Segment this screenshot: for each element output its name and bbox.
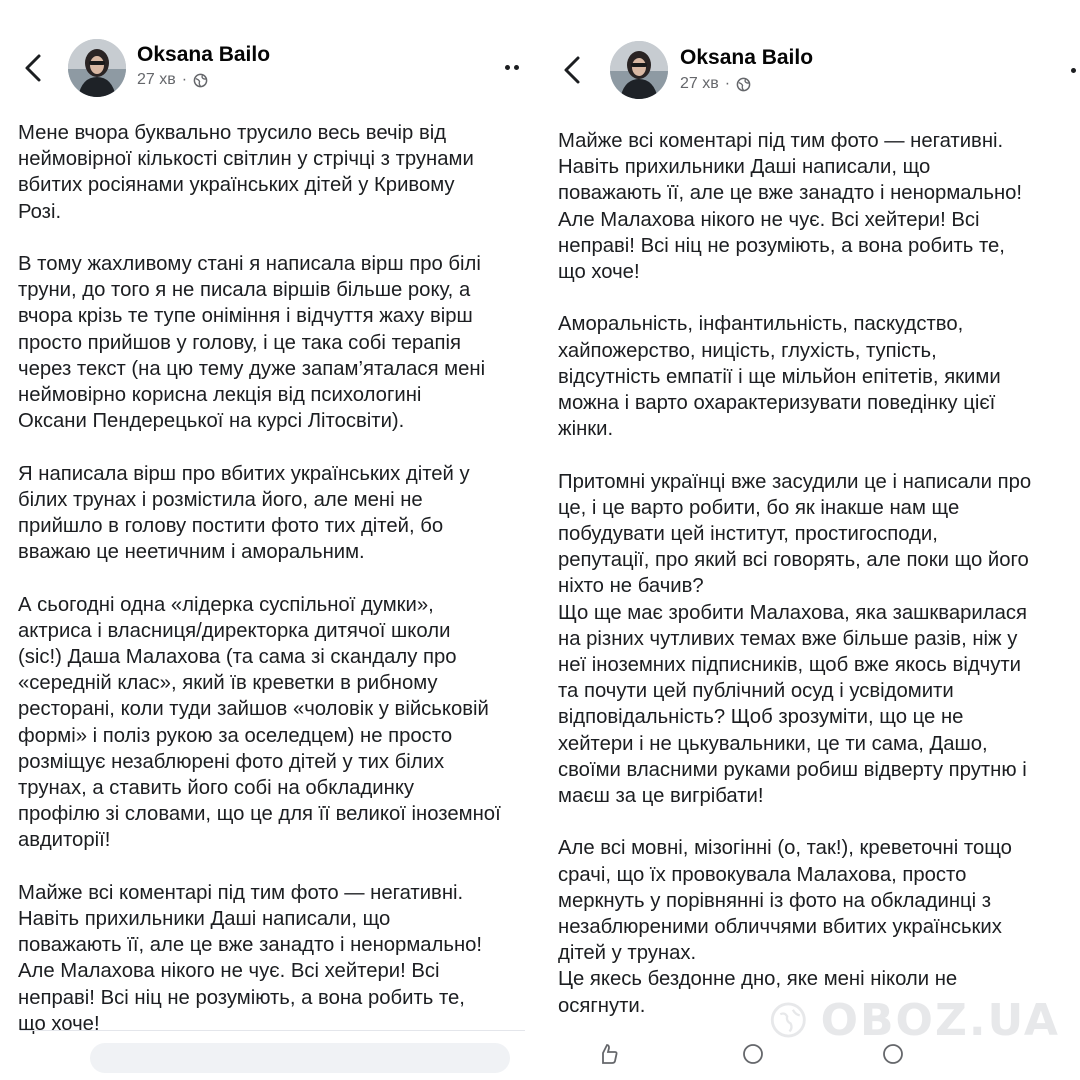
post-header (541, 0, 1080, 110)
paragraph: Притомні українці вже засудили це і написали про це, і це варто робити, бо як інакше нам ще побудувати цей інститут, простигосподи, репутації, про який всі говорять, але поки що його ніхто не бачив? Що ще має зробити Малахова, яка зашкварилася на різних чутливих темах вже більше разів, ніж у неї іноземних підписників, щоб вже якось відчути та почути цей публічний осуд і усвідомити відповідальність? Щоб зрозуміти, що це не хейтери і не цькувальники, це ти сама, Дашо, своїми власними руками робиш відверту прутню і маєш за це вигрібати! (558, 470, 1032, 808)
comment-bar (20, 1030, 525, 1080)
globe-icon (736, 77, 751, 92)
more-options-button[interactable] (1071, 68, 1076, 73)
avatar[interactable] (68, 39, 126, 97)
more-dots-icon (1071, 68, 1076, 73)
avatar[interactable] (610, 41, 668, 99)
paragraph: Майже всі коментарі під тим фото — негативні. Навіть прихильники Даші написали, що поважають її, але це вже занадто і ненормально! Але Малахова нікого не чує. Всі хейтери! Всі неправі! Всі ніц не розуміють, а вона робить те, що хоче! (558, 130, 1023, 284)
more-options-button[interactable] (505, 65, 519, 70)
paragraph: Аморальність, інфантильність, паскудство, хайпожерство, ницість, глухість, тупість, відсутність емпатії і ще мільйон епітетів, якими можна і варто охарактеризувати поведінку цієї жінки. (558, 313, 1001, 441)
more-dots-icon (505, 65, 510, 70)
back-arrow-icon[interactable] (22, 52, 44, 84)
post-time[interactable]: 27 хв (680, 75, 719, 92)
like-icon[interactable] (596, 1042, 620, 1066)
paragraph: Мене вчора буквально трусило весь вечір від неймовірної кількості світлин у стрічці з трунами вбитих росіянами українських дітей у Кривому Розі. (18, 122, 474, 223)
globe-icon (193, 73, 208, 88)
paragraph: В тому жахливому стані я написала вірш про білі труни, до того я не писала віршів більше року, а вчора крізь те тупе оніміння і відчуття жаху вірш просто прийшов у голову, і це така собі терапія через текст (на цю тему дуже запам’яталася мені неймовірно корисна лекція від психологині Оксани Пендерецької на курсі Літосвіти). (18, 253, 486, 433)
paragraph: Але всі мовні, мізогінні (о, так!), креветочні тощо срачі, що їх провокувала Малахова, просто меркнуть у порівнянні із фото на обкладинці з незаблюреними обличчями вбитих українських дітей у трунах. Це якесь бездонне дно, яке мені ніколи не осягнути. (558, 837, 1012, 1017)
left-post-screenshot (0, 0, 532, 1080)
watermark-text: OBOZ.UA (820, 994, 1060, 1046)
post-text (18, 120, 501, 1063)
back-arrow-icon[interactable] (561, 54, 583, 86)
comment-input[interactable] (90, 1043, 510, 1073)
paragraph: А сьогодні одна «лідерка суспільної думки», актриса і власниця/директорка дитячої школи (sic!) Даша Малахова (та сама зі скандалу про «середній клас», який їв креветки в рибному ресторані, коли туди зайшов «чоловік у військовій формі» і поліз рукою за оселедцем) не просто розміщує незаблюрені фото дітей у тих білих трунах, а ставить його собі на обкладинку профілю зі словами, що це для її великої іноземної авдиторії! (18, 593, 501, 852)
paragraph: Майже всі коментарі під тим фото — негативні. Навіть прихильники Даші написали, що поважають її, але це вже занадто і ненормально! Але Малахова нікого не чує. Всі хейтери! Всі неправі! Всі ніц не розуміють, а вона робить те, що хоче! (18, 881, 483, 1035)
post-time[interactable]: 27 хв (137, 71, 176, 88)
divider (532, 0, 541, 1080)
author-name[interactable]: Oksana Bailo (137, 43, 271, 66)
post-header (0, 0, 532, 110)
paragraph: Я написала вірш про вбитих українських дітей у білих трунах і розмістила його, але мені не прийшло в голову постити фото тих дітей, бо вважаю це неетичним і аморальним. (18, 462, 470, 564)
right-post-screenshot (541, 0, 1080, 1080)
comment-icon[interactable] (741, 1042, 765, 1066)
post-meta: 27 хв · (137, 71, 208, 89)
post-meta: 27 хв · (680, 75, 751, 93)
author-name[interactable]: Oksana Bailo (680, 46, 814, 69)
oboz-watermark (770, 980, 1060, 1060)
post-text (558, 128, 1031, 1045)
globe-logo-icon (770, 988, 807, 1052)
